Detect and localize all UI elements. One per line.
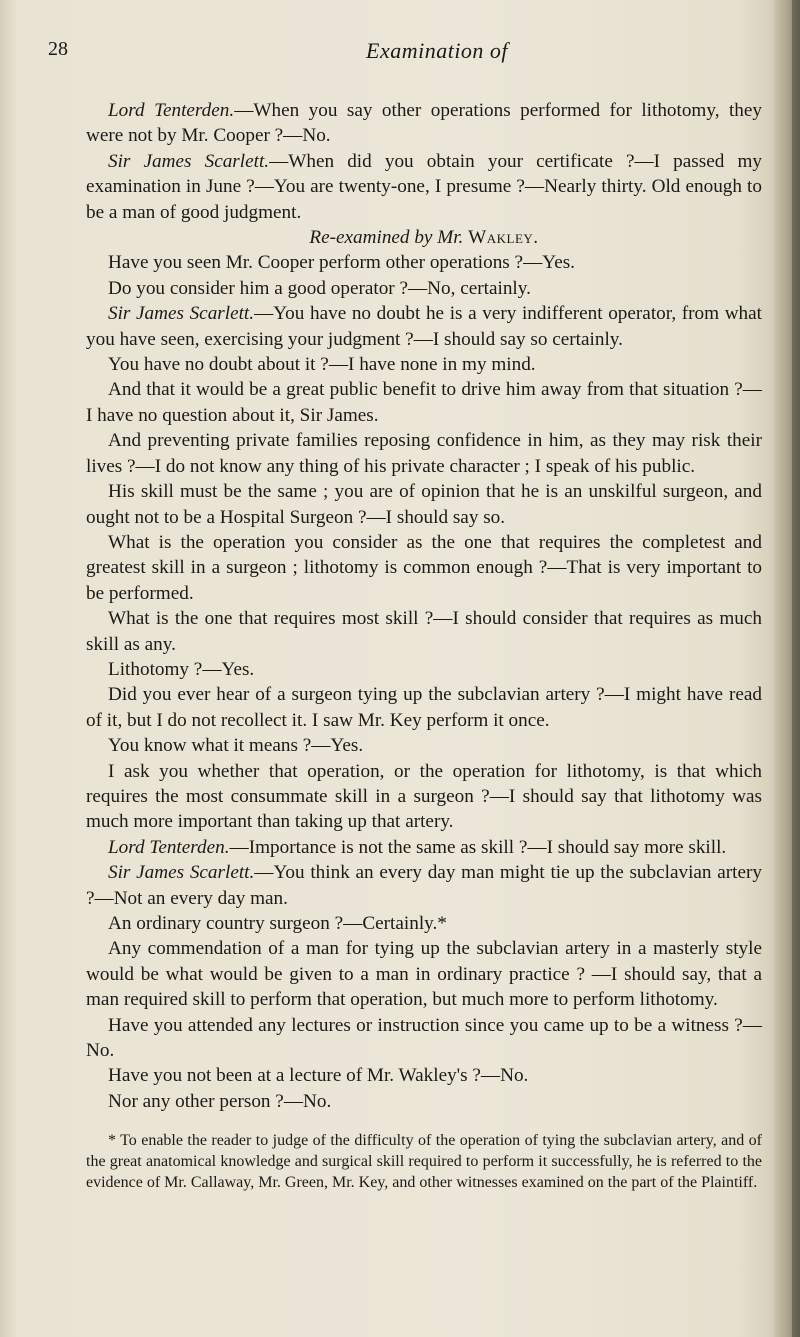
paragraph-text: Have you seen Mr. Cooper perform other operations ?—Yes. [108,252,575,274]
paragraph [86,301,762,352]
paragraph [86,479,762,530]
paragraph [86,1089,762,1114]
paragraph [86,530,762,606]
paragraph-text: You have no doubt about it ?—I have none in my mind. [108,354,536,376]
paragraph [86,1013,762,1064]
paragraph-text: —You think an every day man might tie up the subclavian artery ?—Not an every day man. [86,862,762,909]
paragraph-text: Did you ever hear of a surgeon tying up the subclavian artery ?—I might have read of it, but I do not recollect it. I saw Mr. Key perform it once. [86,684,762,731]
reexam-name: Wakley. [468,227,539,249]
paragraph [86,428,762,479]
gutter-shade [0,0,18,1337]
paragraph-text: —When did you obtain your certificate ?—I passed my examination in June ?—You are twenty-one, I presume ?—Nearly thirty. Old enough to be a man of good judgment. [86,150,762,223]
paragraph [86,911,762,936]
paragraph [86,936,762,1012]
paragraph-text: His skill must be the same ; you are of opinion that he is an unskilful surgeon, and ought not to be a Hospital Surgeon ?—I should say so. [86,481,762,528]
paragraph-text: An ordinary country surgeon ?—Certainly.* [108,913,447,934]
page-number: 28 [48,38,68,60]
paragraph [86,98,762,149]
paragraph [86,860,762,911]
paragraph [86,377,762,428]
speaker-name: Sir James Scarlett. [108,150,270,172]
speaker-name: Lord Tenterden. [108,836,230,858]
paragraph-text: Have you attended any lectures or instruction since you came up to be a witness ?—No. [86,1014,762,1062]
paragraph [86,657,762,682]
page-header [48,38,762,68]
paragraph [86,606,762,657]
paragraph [86,835,762,860]
paragraph [86,1063,762,1088]
paragraph-text: Lithotomy ?—Yes. [108,658,255,680]
paragraph-text: What is the operation you consider as the one that requires the completest and greatest skill in a surgeon ; lithotomy is common enough ?—That is very important to be performed. [86,531,762,604]
paragraph-text: Have you not been at a lecture of Mr. Wakley's ?—No. [108,1065,529,1087]
paragraph [86,759,762,835]
paragraph [86,682,762,733]
paragraph-text: —Importance is not the same as skill ?—I should say more skill. [229,836,727,858]
paragraph [86,250,762,275]
paragraph-text: And that it would be a great public benefit to drive him away from that situation ?—I have no question about it, Sir James. [86,379,762,426]
paragraph-text: You know what it means ?—Yes. [108,735,364,757]
paragraph-text: What is the one that requires most skill ?—I should consider that requires as much skill as any. [86,608,762,655]
reexamination-heading [86,225,762,250]
footnote: * To enable the reader to judge of the difficulty of the operation of tying the subclavian artery, and of the great anatomical knowledge and surgical skill required to perform it successfully, he is referred to the evidence of Mr. Callaway, Mr. Green, Mr. Key, and other witnesses examined on the part of the Plaintiff. [86,1132,762,1191]
paragraph [86,149,762,225]
running-title: Examination of [366,38,509,63]
paragraph-text: Do you consider him a good operator ?—No, certainly. [108,277,531,299]
body-text [86,98,762,1114]
paragraph [86,352,762,377]
paragraph [86,733,762,758]
page-edge-dark [792,0,800,1337]
paragraph-text: —When you say other operations performed for lithotomy, they were not by Mr. Cooper ?—No. [86,100,762,147]
paragraph-text: Any commendation of a man for tying up the subclavian artery in a masterly style would be what would be given to a man in ordinary practice ? —I should say, that a man required skill to perform that operation, but much more to perform lithotomy. [86,938,762,1011]
reexam-prefix: Re-examined by Mr. [309,227,469,249]
paragraph [86,276,762,301]
speaker-name: Sir James Scarlett. [108,303,255,325]
paragraph-text: Nor any other person ?—No. [108,1090,332,1112]
speaker-name: Sir James Scarlett. [108,862,255,884]
paragraph-text: —You have no doubt he is a very indifferent operator, from what you have seen, exercising your judgment ?—I should say so certainly. [86,303,762,350]
speaker-name: Lord Tenterden. [108,100,235,121]
paragraph-text: I ask you whether that operation, or the operation for lithotomy, is that which requires the most consummate skill in a surgeon ?—I should say that lithotomy was much more important than taking up that artery. [86,760,762,833]
paragraph-text: And preventing private families reposing confidence in him, as they may risk their lives ?—I do not know any thing of his private character ; I speak of his public. [86,430,762,477]
